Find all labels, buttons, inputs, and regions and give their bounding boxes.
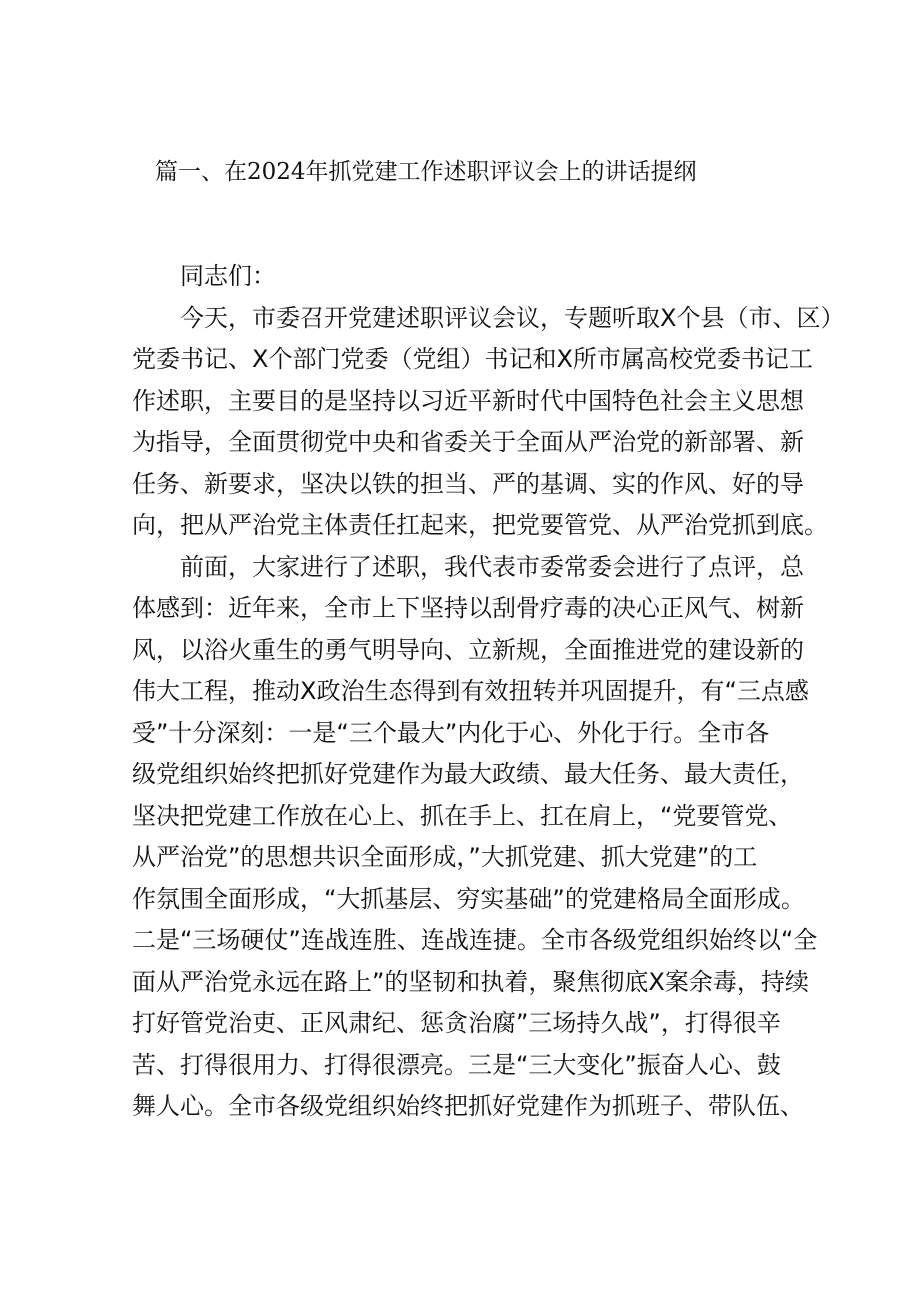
paragraph-line: 伟大工程，推动X政治生态得到有效扭转并巩固提升，有“三点感 [132,677,809,705]
paragraph-line: 前面，大家进行了述职，我代表市委常委会进行了点评，总 [180,552,804,581]
greeting-line: 同志们： [180,262,276,290]
paragraph-line: 面从严治党永远在路上”的坚韧和执着，聚焦彻底X案余毒，持续 [132,967,809,996]
paragraph-line: 苦、打得很用力、打得很漂亮。三是“三大变化”振奋人心、鼓 [132,1050,781,1079]
paragraph-line: 受”十分深刻：一是“三个最大”内化于心、外化于行。全市各 [132,718,770,747]
paragraph-line: 向，把从严治党主体责任扛起来，把党要管党、从严治党抓到底。 [132,511,828,539]
paragraph-line: 任务、新要求，坚决以铁的担当、严的基调、实的作风、好的导 [132,469,804,498]
paragraph-line: 打好管党治吏、正风肃纪、惩贪治腐”三场持久战”，打得很辛 [132,1009,781,1037]
paragraph-line: 为指导，全面贯彻党中央和省委关于全面从严治党的新部署、新 [132,428,804,456]
paragraph-line: 级党组织始终把抓好党建作为最大政绩、最大任务、最大责任， [132,760,804,788]
paragraph-line: 党委书记、X个部门党委（党组）书记和X所市属高校党委书记工 [132,345,813,373]
paragraph-line: 作氛围全面形成，“大抓基层、穷实基础”的党建格局全面形成。 [132,884,805,913]
paragraph-line: 坚决把党建工作放在心上、抓在手上、扛在肩上，“党要管党、 [132,801,793,830]
paragraph-line: 作述职，主要目的是坚持以习近平新时代中国特色社会主义思想 [132,386,804,415]
paragraph-line: 从严治党”的思想共识全面形成，”大抓党建、抓大党建”的工 [132,843,758,871]
document-body [132,256,845,1128]
document-title: 篇一、在2024年抓党建工作述职评议会上的讲话提纲 [155,159,697,185]
paragraph-line: 体感到：近年来，全市上下坚持以刮骨疗毒的决心正风气、树新 [132,594,804,622]
paragraph-line: 二是“三场硬仗”连战连胜、连战连捷。全市各级党组织始终以“全 [132,926,818,954]
paragraph-line: 舞人心。全市各级党组织始终把抓好党建作为抓班子、带队伍、 [132,1092,804,1120]
paragraph-line: 今天，市委召开党建述职评议会议，专题听取X个县（市、区） [180,303,845,332]
paragraph-line: 风，以浴火重生的勇气明导向、立新规，全面推进党的建设新的 [132,635,804,664]
